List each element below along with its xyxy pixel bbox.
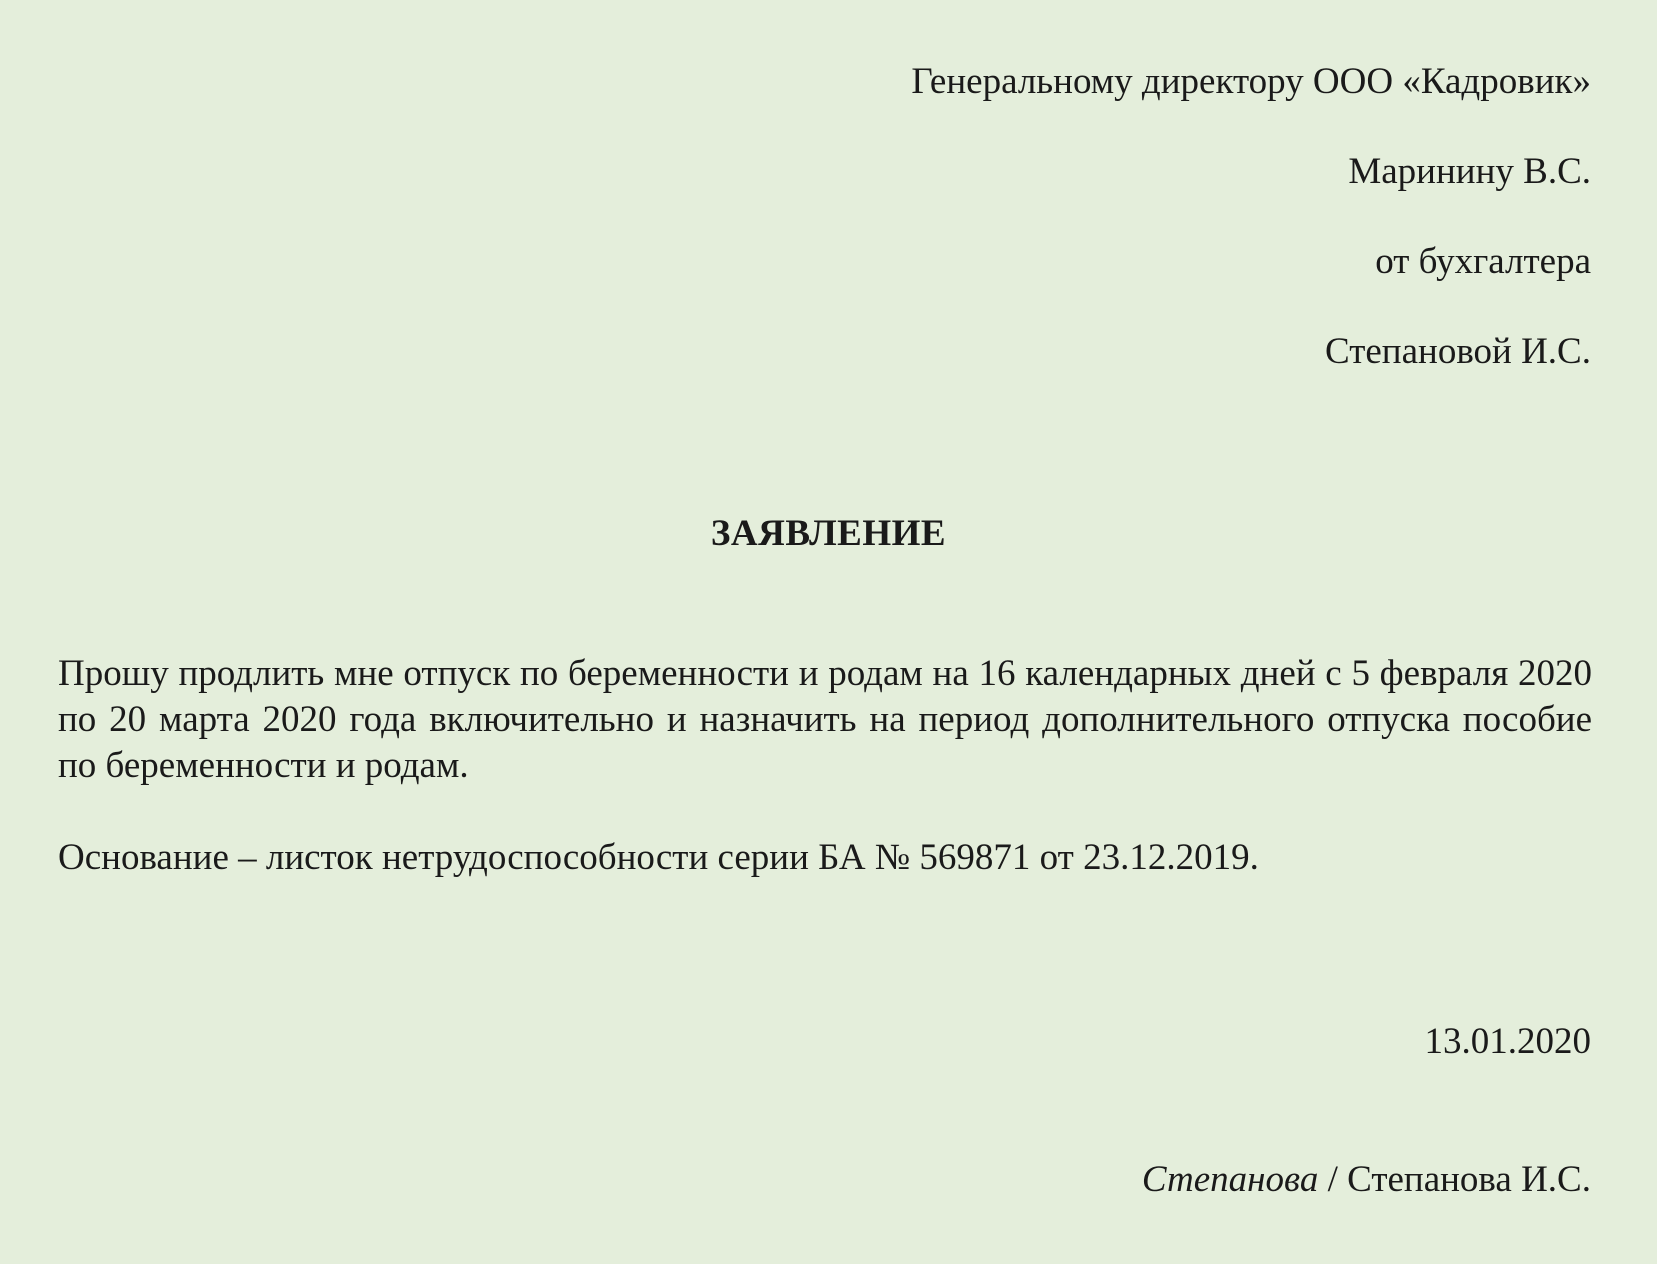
addressee-position: Генеральному директору ООО «Кадровик» xyxy=(911,61,1591,102)
handwritten-signature: Степанова xyxy=(1141,1159,1319,1200)
addressee-name: Маринину В.С. xyxy=(1348,151,1591,192)
signatory-name: Степанова И.С. xyxy=(1347,1159,1591,1200)
addressee-block xyxy=(911,60,1591,420)
document-date: 13.01.2020 xyxy=(1424,1021,1591,1062)
sender-name: Степановой И.С. xyxy=(1325,331,1591,372)
basis-paragraph: Основание – листок нетрудоспособности серии БА № 569871 от 23.12.2019. xyxy=(58,837,1259,878)
request-paragraph: Прошу продлить мне отпуск по беременности и родам на 16 календарных дней с 5 февраля 2020 по 20 марта 2020 года включительно и назначить на период дополнительного отпуска пособие по беременности и родам. xyxy=(58,653,1592,786)
sender-position: от бухгалтера xyxy=(1375,241,1591,282)
signature-separator: / xyxy=(1318,1159,1348,1200)
signature-line xyxy=(1142,1158,1591,1201)
document-title: ЗАЯВЛЕНИЕ xyxy=(710,513,947,554)
